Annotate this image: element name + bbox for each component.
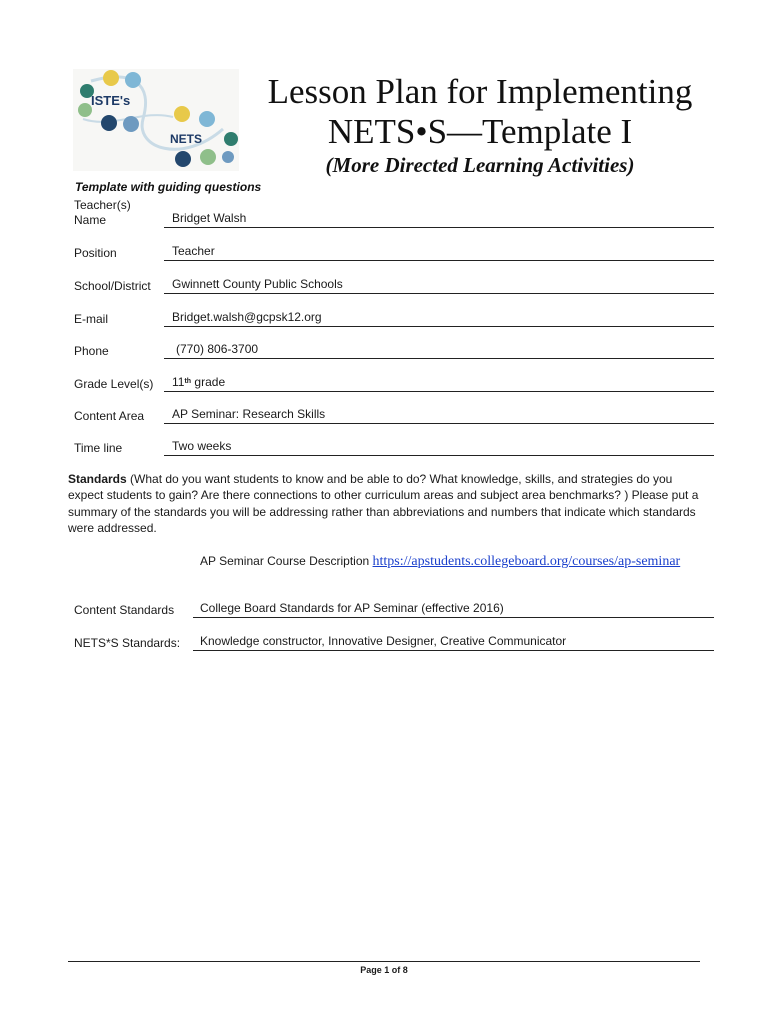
content-standards-field[interactable]: College Board Standards for AP Seminar (effective 2016) [193, 601, 714, 618]
grade-number: 11 [172, 375, 185, 389]
teacher-name-field[interactable]: Bridget Walsh [164, 211, 714, 228]
grade-suffix: th [184, 378, 192, 385]
course-description [200, 553, 700, 570]
logo-text-iste: ISTE's [91, 93, 131, 108]
position-row [74, 244, 714, 261]
teacher-name-label [74, 198, 166, 228]
email-field[interactable]: Bridget.walsh@gcpsk12.org [164, 310, 714, 327]
logo-dot [224, 132, 238, 146]
phone-label: Phone [74, 344, 109, 358]
title-line-1: Lesson Plan for Implementing [267, 72, 693, 111]
grade-row [74, 375, 714, 392]
content-area-row [74, 407, 714, 424]
email-row [74, 310, 714, 327]
phone-field[interactable]: (770) 806-3700 [164, 342, 714, 359]
position-field[interactable]: Teacher [164, 244, 714, 261]
document-subtitle: (More Directed Learning Activities) [325, 153, 635, 177]
phone-row [74, 342, 714, 359]
nets-standards-row [74, 634, 714, 651]
iste-nets-logo-graphic [73, 69, 239, 171]
position-label: Position [74, 246, 117, 260]
teacher-name-label-line2: Name [74, 213, 107, 227]
school-label: School/District [74, 279, 151, 293]
standards-heading: Standards [68, 472, 127, 486]
content-area-label: Content Area [74, 409, 145, 423]
content-standards-row [74, 601, 714, 618]
document-title [240, 72, 720, 178]
logo-dot [200, 149, 216, 165]
content-area-field[interactable]: AP Seminar: Research Skills [164, 407, 714, 424]
iste-nets-logo [73, 69, 239, 171]
grade-word: grade [194, 375, 226, 389]
logo-dot [101, 115, 117, 131]
guide-label: Template with guiding questions [75, 180, 262, 194]
grade-label: Grade Level(s) [74, 377, 154, 391]
course-description-link[interactable]: https://apstudents.collegeboard.org/courses/ap-seminar [372, 554, 681, 569]
course-description-label: AP Seminar Course Description [200, 554, 370, 568]
teacher-name-row [74, 198, 714, 228]
title-line-2: NETS•S—Template I [327, 112, 633, 151]
nets-standards-field[interactable]: Knowledge constructor, Innovative Designer, Creative Communicator [193, 634, 714, 651]
teacher-name-label-line1: Teacher(s) [74, 198, 131, 212]
school-field[interactable]: Gwinnett County Public Schools [164, 277, 714, 294]
school-row [74, 277, 714, 294]
content-standards-label: Content Standards [74, 603, 175, 617]
logo-text-nets: NETS [170, 132, 203, 146]
timeline-field[interactable]: Two weeks [164, 439, 714, 456]
standards-body: (What do you want students to know and be able to do? What knowledge, skills, and strategies do you expect students to gain? Are there connections to other curriculum areas and subject area benchmarks? ) Please put a summary of the standards you will be addressing rather than abbreviations and numbers that indicate which standards were addressed. [68, 472, 699, 535]
logo-dot [199, 111, 215, 127]
grade-field[interactable] [164, 375, 714, 392]
logo-dot [222, 151, 234, 163]
logo-dot [123, 116, 139, 132]
page-number: Page 1 of 8 [360, 965, 408, 975]
logo-dot [78, 103, 92, 117]
footer-divider [68, 961, 700, 962]
logo-dot [175, 151, 191, 167]
timeline-row [74, 439, 714, 456]
logo-dot [103, 70, 119, 86]
timeline-label: Time line [74, 441, 123, 455]
email-label: E-mail [74, 312, 109, 326]
logo-dot [125, 72, 141, 88]
standards-description [68, 471, 708, 536]
nets-standards-label: NETS*S Standards: [74, 636, 181, 650]
logo-dot [174, 106, 190, 122]
